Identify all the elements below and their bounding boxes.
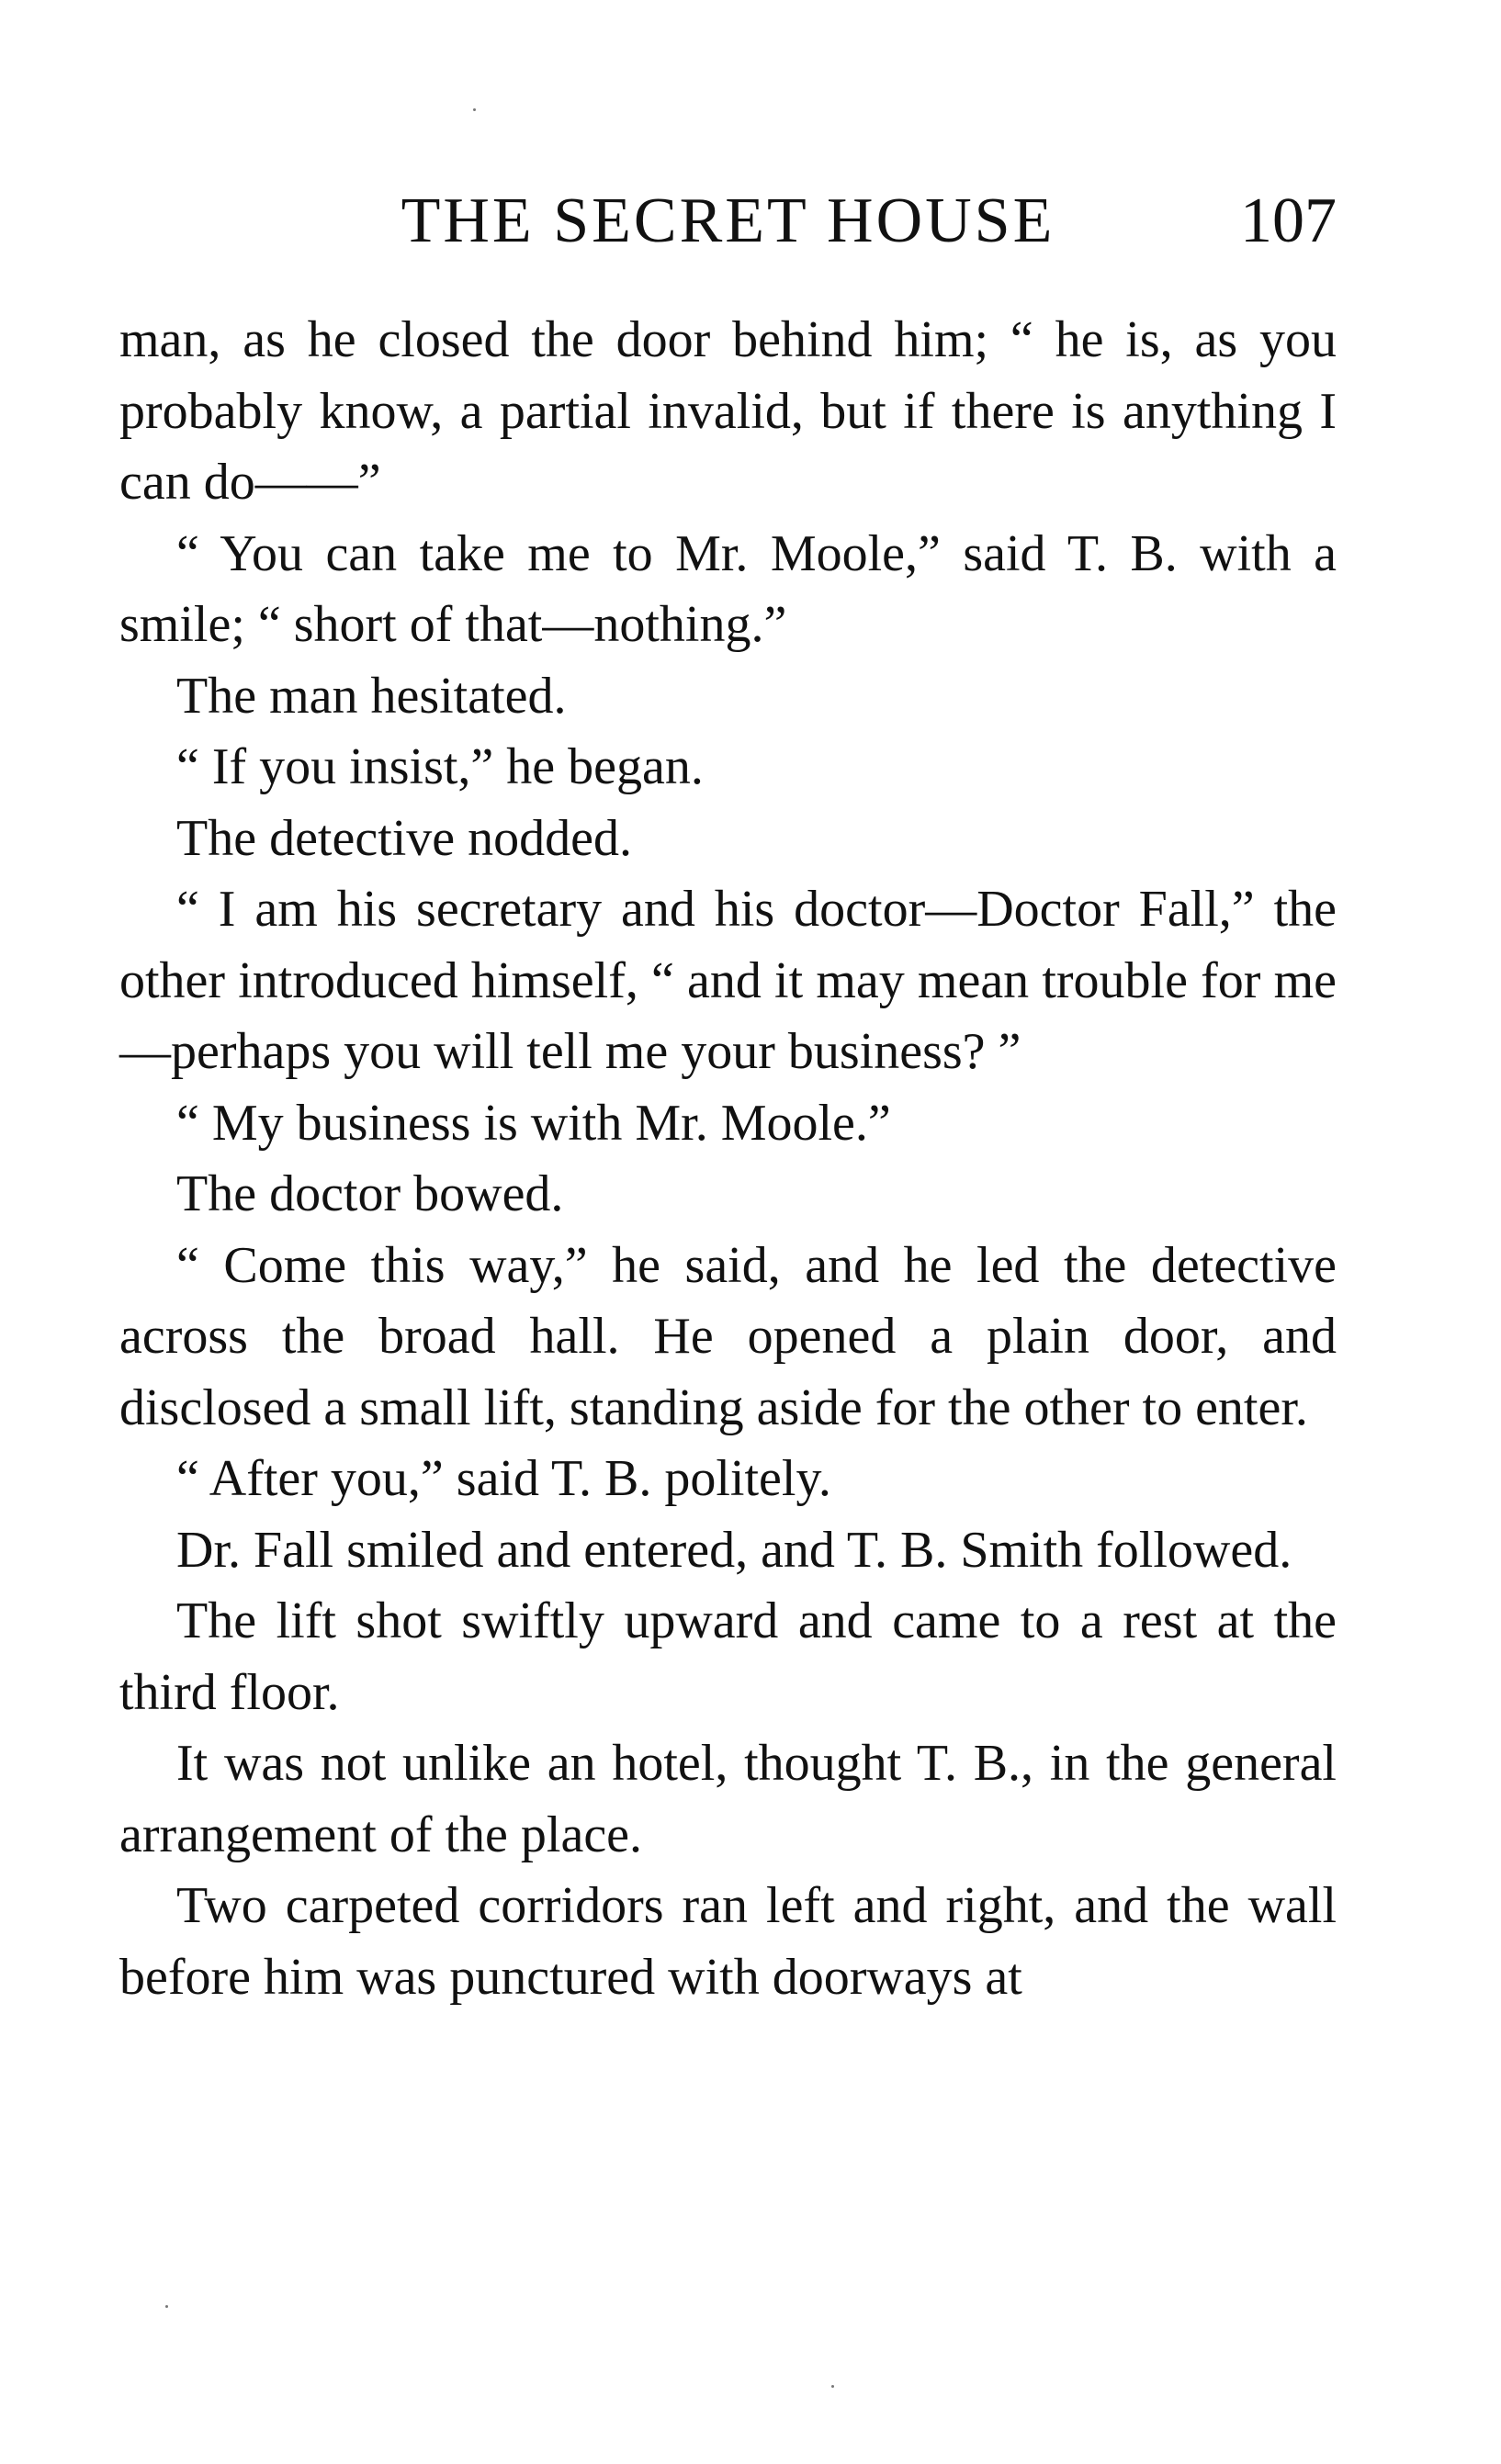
paragraph: “ My business is with Mr. Moole.” bbox=[176, 1094, 891, 1152]
running-title: THE SECRET HOUSE bbox=[401, 186, 1055, 256]
paragraph: The doctor bowed. bbox=[176, 1165, 564, 1222]
paragraph: “ I am his secretary and his doctor—Doctor Fall,” the other introduced himself, “ and it may mean trouble for me—perhaps you will tell me your business? ” bbox=[119, 881, 1337, 1080]
page-number: 107 bbox=[1240, 186, 1337, 256]
paragraph: Dr. Fall smiled and entered, and T. B. Smith followed. bbox=[176, 1521, 1292, 1579]
paragraph: “ You can take me to Mr. Moole,” said T. B. with a smile; “ short of that—nothing.” bbox=[119, 524, 1337, 653]
paragraph: “ After you,” said T. B. politely. bbox=[176, 1450, 831, 1507]
paragraph: The lift shot swiftly upward and came to a rest at the third floor. bbox=[119, 1592, 1337, 1721]
paper-speck bbox=[473, 108, 476, 111]
page-header bbox=[119, 180, 1337, 263]
paper-speck bbox=[831, 2385, 834, 2388]
paragraph: “ Come this way,” he said, and he led the detective across the broad hall. He opened a plain door, and disclosed a small lift, standing aside for the other to enter. bbox=[119, 1236, 1337, 1436]
paragraph: “ If you insist,” he began. bbox=[176, 738, 704, 795]
paper-speck bbox=[165, 2305, 168, 2308]
body-text bbox=[119, 305, 1337, 2013]
paragraph: The man hesitated. bbox=[176, 667, 567, 725]
paragraph: The detective nodded. bbox=[176, 809, 633, 867]
paragraph: Two carpeted corridors ran left and right, and the wall before him was punctured with doorways at bbox=[119, 1877, 1337, 2006]
paragraph: It was not unlike an hotel, thought T. B., in the general arrangement of the place. bbox=[119, 1735, 1337, 1863]
paragraph: man, as he closed the door behind him; “ he is, as you probably know, a partial invalid, but if there is anything I can do——” bbox=[119, 311, 1337, 511]
